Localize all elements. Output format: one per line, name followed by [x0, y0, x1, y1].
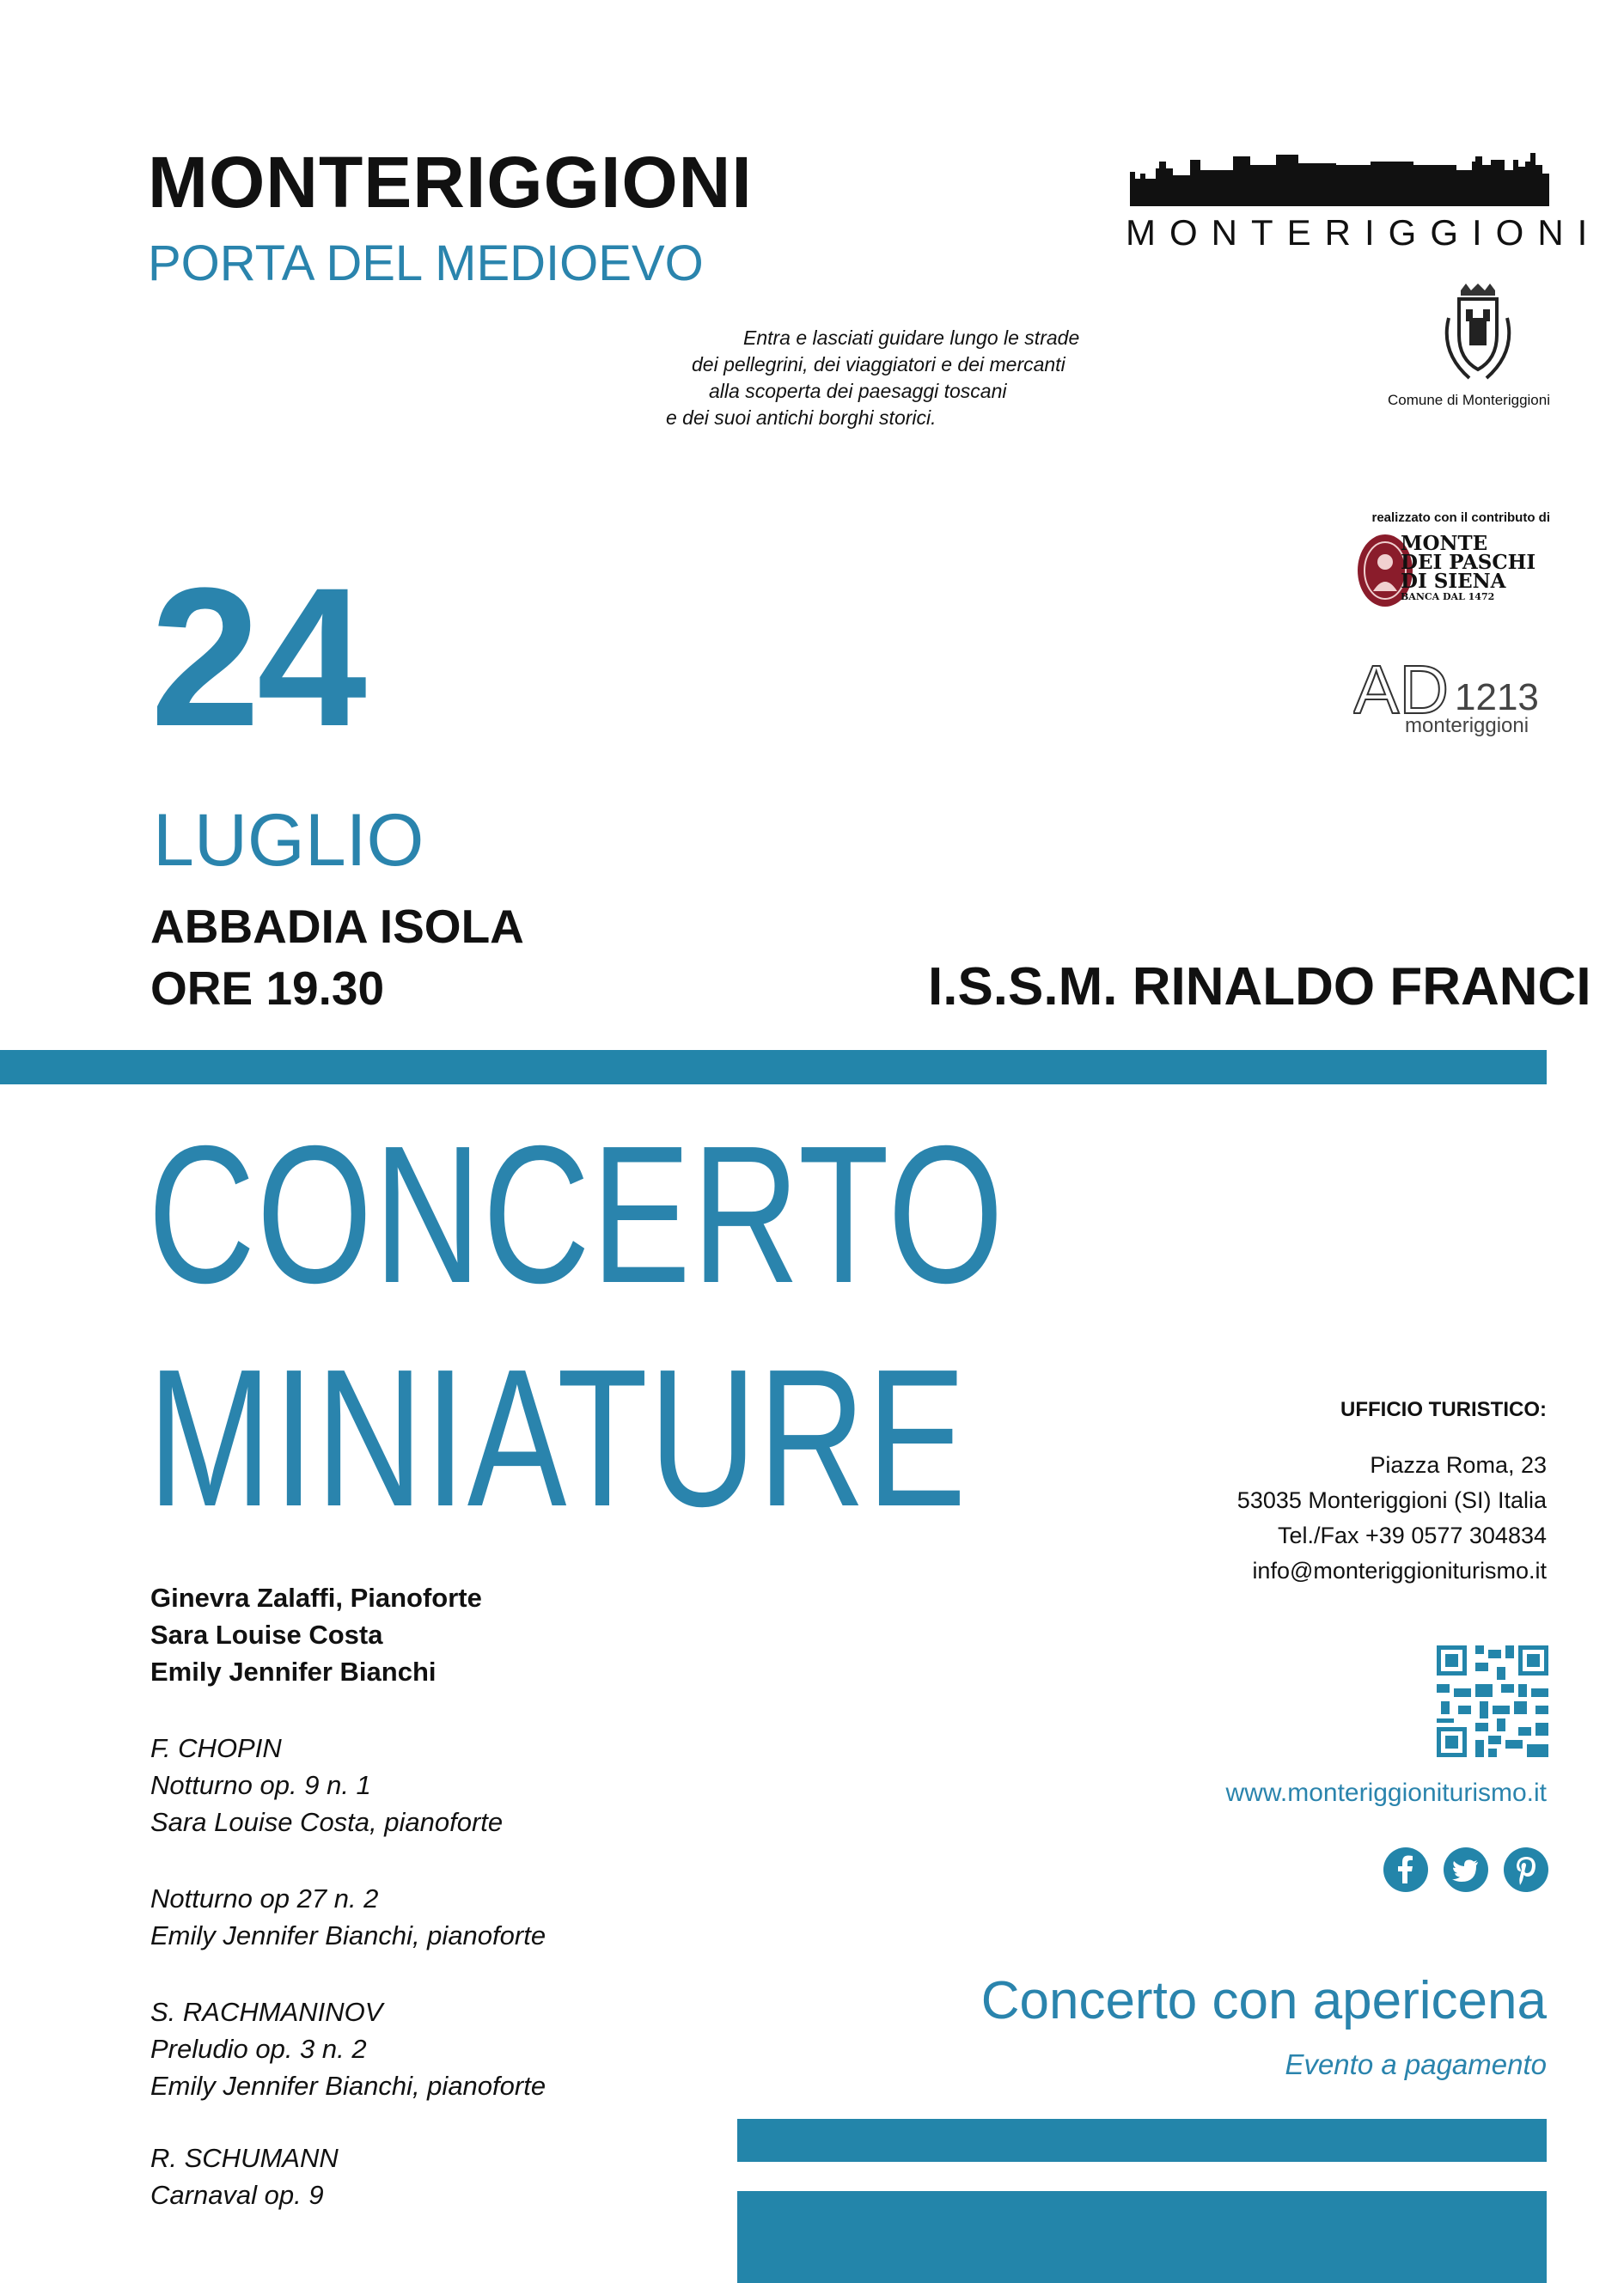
program-piece: Preludio op. 3 n. 2	[150, 2034, 367, 2064]
program-performer: Emily Jennifer Bianchi, pianoforte	[150, 2071, 546, 2101]
office-email[interactable]: info@monteriggioniturismo.it	[1252, 1558, 1547, 1584]
event-venue: ABBADIA ISOLA	[150, 900, 524, 953]
office-heading: UFFICIO TURISTICO:	[1340, 1398, 1547, 1421]
performer: Ginevra Zalaffi, Pianoforte	[150, 1583, 482, 1613]
website-link[interactable]: www.monteriggioniturismo.it	[1225, 1779, 1547, 1807]
tagline-line: Entra e lasciati guidare lungo le strade	[743, 327, 1080, 349]
comune-label: Comune di Monteriggioni	[1388, 392, 1550, 408]
concert-title-line2: MINIATURE	[148, 1329, 968, 1547]
ad-logo-number: 1213	[1455, 676, 1539, 718]
tagline	[653, 325, 1100, 431]
event-institute: I.S.S.M. RINALDO FRANCI	[928, 957, 1591, 1016]
office-phone: Tel./Fax +39 0577 304834	[1278, 1523, 1547, 1548]
program-performer: Sara Louise Costa, pianoforte	[150, 1807, 504, 1837]
pagamento-text: Evento a pagamento	[1285, 2048, 1547, 2080]
program-performer: Emily Jennifer Bianchi, pianoforte	[150, 1920, 546, 1950]
pinterest-icon[interactable]	[1504, 1847, 1548, 1892]
program-composer: F. CHOPIN	[150, 1733, 282, 1763]
office-city: 53035 Monteriggioni (SI) Italia	[1236, 1487, 1547, 1513]
office-address: Piazza Roma, 23	[1370, 1452, 1547, 1478]
mps-line: MONTE	[1401, 532, 1488, 555]
skyline-logo-text: MONTERIGGIONI	[1126, 212, 1602, 253]
apericena-text: Concerto con apericena	[980, 1971, 1547, 2030]
program-piece: Notturno op. 9 n. 1	[150, 1770, 371, 1800]
program-composer: S. RACHMANINOV	[150, 1997, 383, 2027]
footer-bar	[737, 2119, 1547, 2162]
qr-code-icon[interactable]	[1437, 1645, 1548, 1757]
mps-logo-text	[1401, 534, 1550, 603]
performer: Emily Jennifer Bianchi	[150, 1657, 437, 1687]
concert-title-line1: CONCERTO	[148, 1106, 1005, 1324]
twitter-icon[interactable]	[1444, 1847, 1488, 1892]
mps-line: DEI PASCHI	[1401, 551, 1536, 574]
event-month: LUGLIO	[153, 799, 424, 882]
monteriggioni-skyline-logo	[1130, 153, 1549, 206]
page-title: MONTERIGGIONI	[148, 142, 753, 223]
event-day: 24	[150, 546, 363, 767]
program-composer: R. SCHUMANN	[150, 2143, 339, 2173]
program-piece: Notturno op 27 n. 2	[150, 1883, 379, 1914]
ad-logo-sub: monteriggioni	[1405, 714, 1529, 737]
tagline-line: dei pellegrini, dei viaggiatori e dei mercanti	[692, 353, 1065, 375]
comune-crest-icon	[1435, 284, 1521, 387]
facebook-icon[interactable]	[1383, 1847, 1428, 1892]
page-subtitle: PORTA DEL MEDIOEVO	[148, 235, 704, 291]
divider-bar	[0, 1050, 1547, 1084]
footer-bar	[737, 2191, 1547, 2283]
program-piece: Carnaval op. 9	[150, 2180, 324, 2210]
mps-line: DI SIENA	[1401, 570, 1506, 593]
tagline-line: alla scoperta dei paesaggi toscani	[709, 380, 1007, 402]
ad1213-logo	[1353, 653, 1551, 739]
performer: Sara Louise Costa	[150, 1620, 383, 1650]
tagline-line: e dei suoi antichi borghi storici.	[666, 406, 937, 429]
ad-logo-letters: AD	[1353, 653, 1450, 728]
contributo-label: realizzato con il contributo di	[1371, 510, 1550, 525]
event-time: ORE 19.30	[150, 961, 385, 1015]
mps-sub: BANCA DAL 1472	[1401, 591, 1495, 602]
